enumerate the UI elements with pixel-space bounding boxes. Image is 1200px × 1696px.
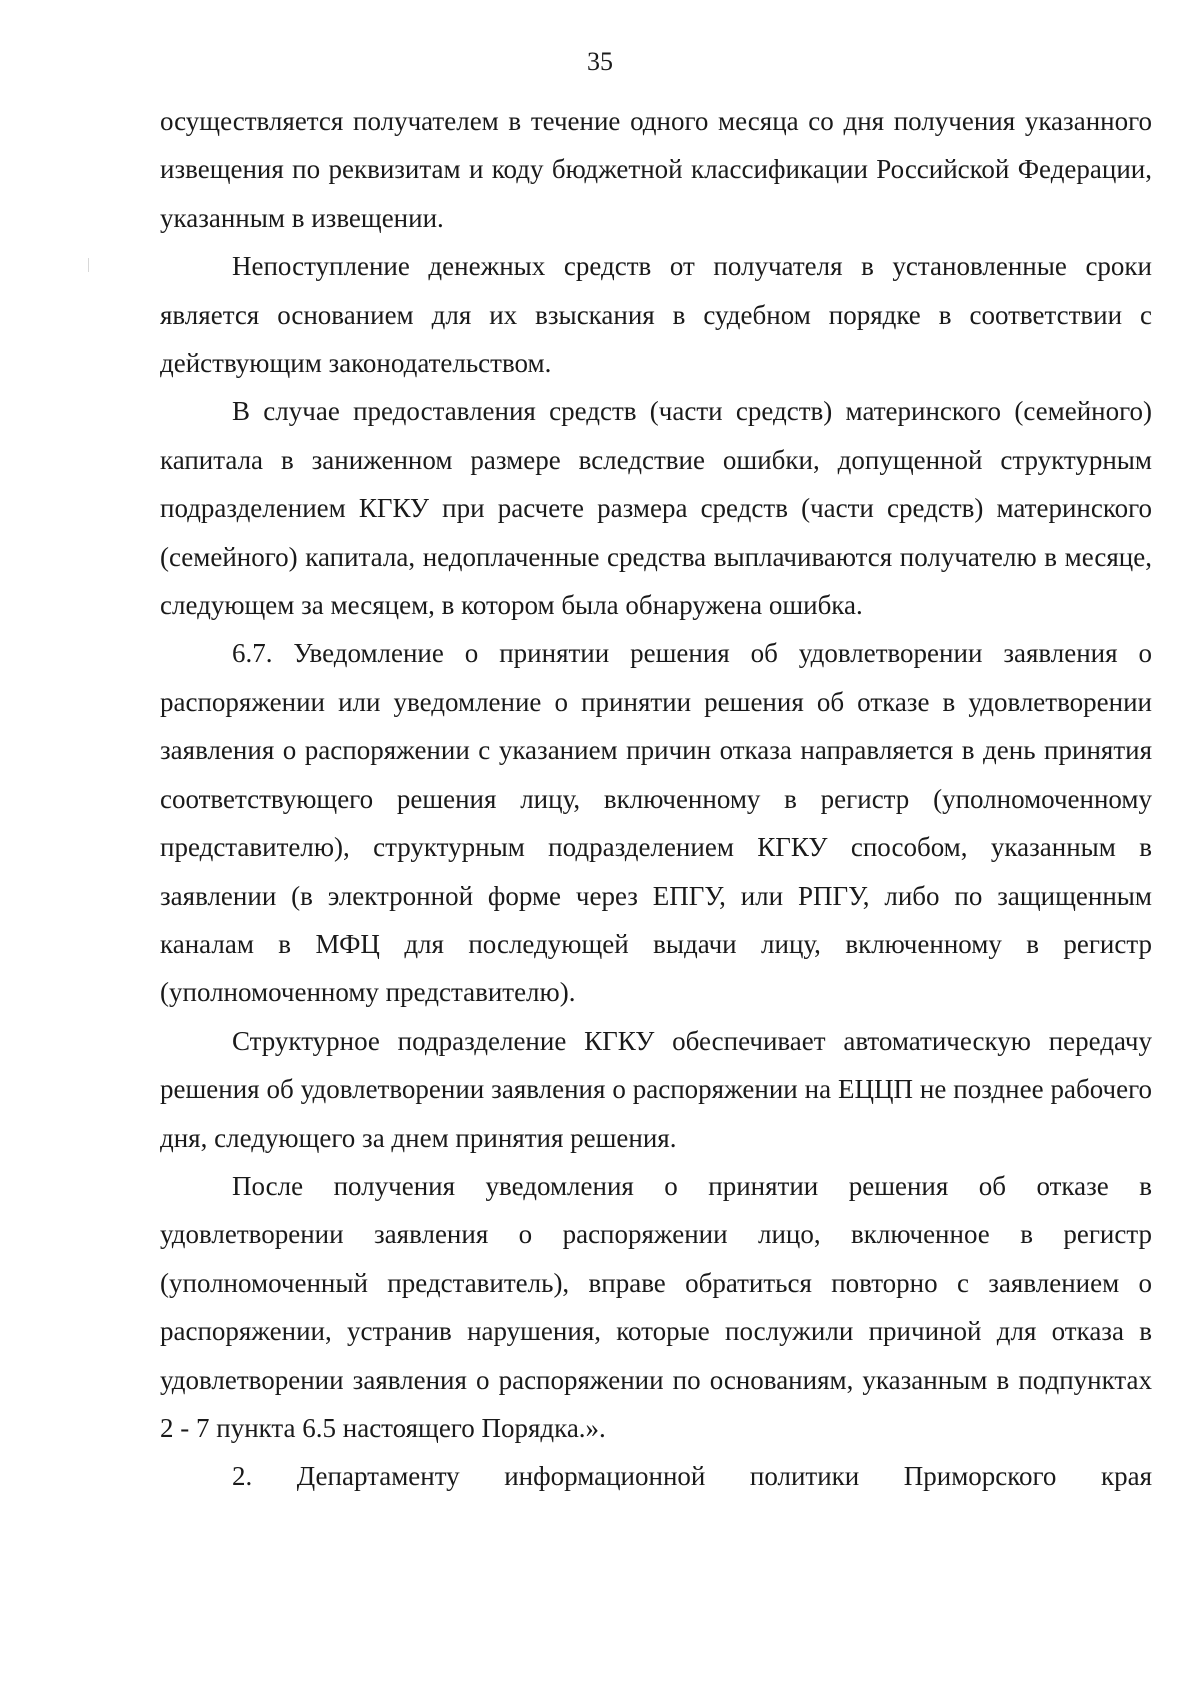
paragraph-nonreceipt: Непоступление денежных средств от получателя в установленные сроки является основанием для их взыскания в судебном порядке в соответствии с действующим законодательством.: [160, 251, 1152, 379]
paragraph-continuation: осуществляется получателем в течение одного месяца со дня получения указанного извещения по реквизитам и коду бюджетной классификации Российской Федерации, указанным в извещении.: [160, 106, 1152, 233]
paragraph-6-7: 6.7. Уведомление о принятии решения об удовлетворении заявления о распоряжении или уведомление о принятии решения об отказе в удовлетворении заявления о распоряжении с указанием причин отказа направляется в день принятия соответствующего решения лицу, включенному в регистр (уполномоченному представителю), структурным подразделением КГКУ способом, указанным в заявлении (в электронной форме через ЕПГУ, или РПГУ, либо по защищенным каналам в МФЦ для последующей выдачи лицу, включенному в регистр (уполномоченному представителю).: [160, 638, 1152, 1008]
paragraph-item-2: 2. Департаменту информационной политики Приморского края: [232, 1461, 1152, 1492]
paragraph-repeat-application: После получения уведомления о принятии решения об отказе в удовлетворении заявления о распоряжении лицо, включенное в регистр (уполномоченный представитель), вправе обратиться повторно с заявлением о распоряжении, устранив нарушения, которые послужили причиной для отказа в удовлетворении заявления о распоряжении по основаниям, указанным в подпунктах 2 - 7 пункта 6.5 настоящего Порядка.».: [160, 1170, 1152, 1443]
margin-mark: [88, 258, 89, 272]
document-body: [160, 97, 1152, 1501]
paragraph-automatic-transfer: Структурное подразделение КГКУ обеспечивает автоматическую передачу решения об удовлетворении заявления о распоряжении на ЕЦЦП не позднее рабочего дня, следующего за днем принятия решения.: [160, 1025, 1152, 1153]
page-number: 35: [587, 47, 613, 76]
paragraph-underpayment: В случае предоставления средств (части средств) материнского (семейного) капитала в заниженном размере вследствие ошибки, допущенной структурным подразделением КГКУ при расчете размера средств (части средств) материнского (семейного) капитала, недоплаченные средства выплачиваются получателю в месяце, следующем за месяцем, в котором была обнаружена ошибка.: [160, 396, 1152, 621]
